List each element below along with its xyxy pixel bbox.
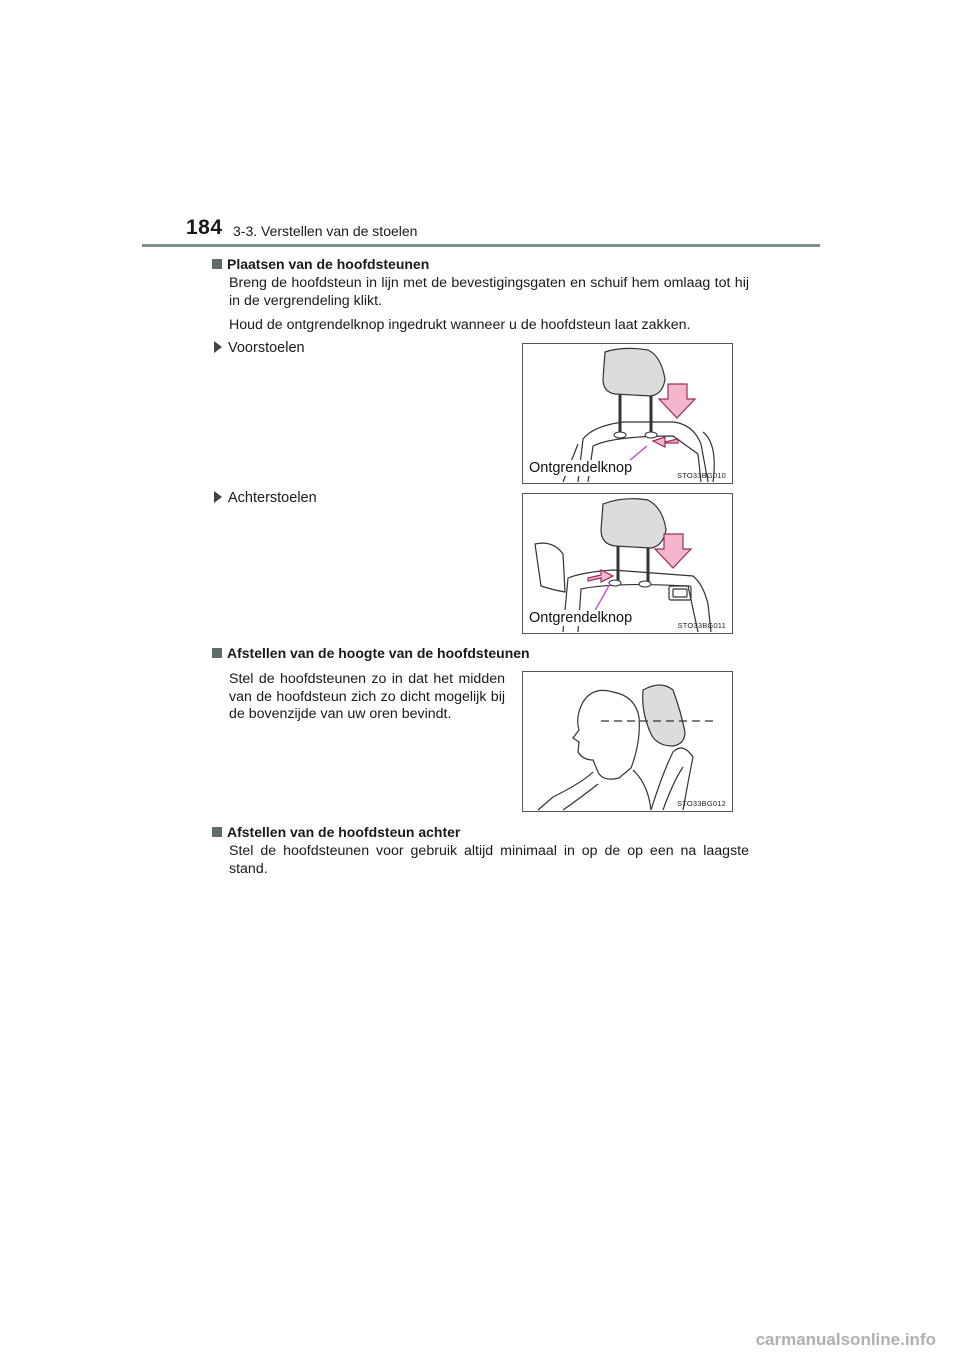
section-heading-rear xyxy=(212,824,460,840)
head-position-illustration xyxy=(523,672,732,811)
page-number: 184 xyxy=(186,216,223,239)
figure-label-release-button: Ontgrendelknop xyxy=(529,460,633,476)
paragraph: Stel de hoofdsteunen zo in dat het midden van de hoofdsteun zich zo dicht mogelijk bij de bovenzijde van uw oren bevindt. xyxy=(229,671,505,722)
heading-text: Afstellen van de hoofdsteun achter xyxy=(227,824,461,840)
figure-code: STO33BG012 xyxy=(677,799,726,808)
paragraph: Stel de hoofdsteunen voor gebruik altijd minimaal in op de op een na laagste stand. xyxy=(229,843,749,877)
bullet-square-icon xyxy=(212,648,222,658)
figure-head-height xyxy=(522,671,733,812)
footer-watermark: carmanualsonline.info xyxy=(755,1330,936,1349)
list-item-front-seats xyxy=(214,340,305,356)
figure-label-release-button: Ontgrendelknop xyxy=(529,610,633,626)
figure-rear-headrest xyxy=(522,493,733,634)
heading-text: Afstellen van de hoogte van de hoofdsteunen xyxy=(227,645,530,661)
list-item-label: Voorstoelen xyxy=(228,340,305,356)
figure-code: STO33BG010 xyxy=(677,471,726,480)
list-item-rear-seats xyxy=(214,490,317,506)
section-title: 3-3. Verstellen van de stoelen xyxy=(233,223,418,239)
paragraph: Houd de ontgrendelknop ingedrukt wanneer u de hoofdsteun laat zakken. xyxy=(229,317,691,333)
bullet-square-icon xyxy=(212,259,222,269)
section-heading-placing xyxy=(212,256,429,272)
figure-code: STO33BG011 xyxy=(677,621,726,630)
heading-text: Plaatsen van de hoofdsteunen xyxy=(227,256,430,272)
section-heading-height xyxy=(212,645,530,661)
triangle-bullet-icon xyxy=(214,491,222,503)
triangle-bullet-icon xyxy=(214,341,222,353)
paragraph: Breng de hoofdsteun in lijn met de bevestigingsgaten en schuif hem omlaag tot hij in de vergrendeling klikt. xyxy=(229,275,749,309)
list-item-label: Achterstoelen xyxy=(228,490,317,506)
header-rule xyxy=(142,244,820,247)
figure-front-headrest xyxy=(522,343,733,484)
bullet-square-icon xyxy=(212,827,222,837)
